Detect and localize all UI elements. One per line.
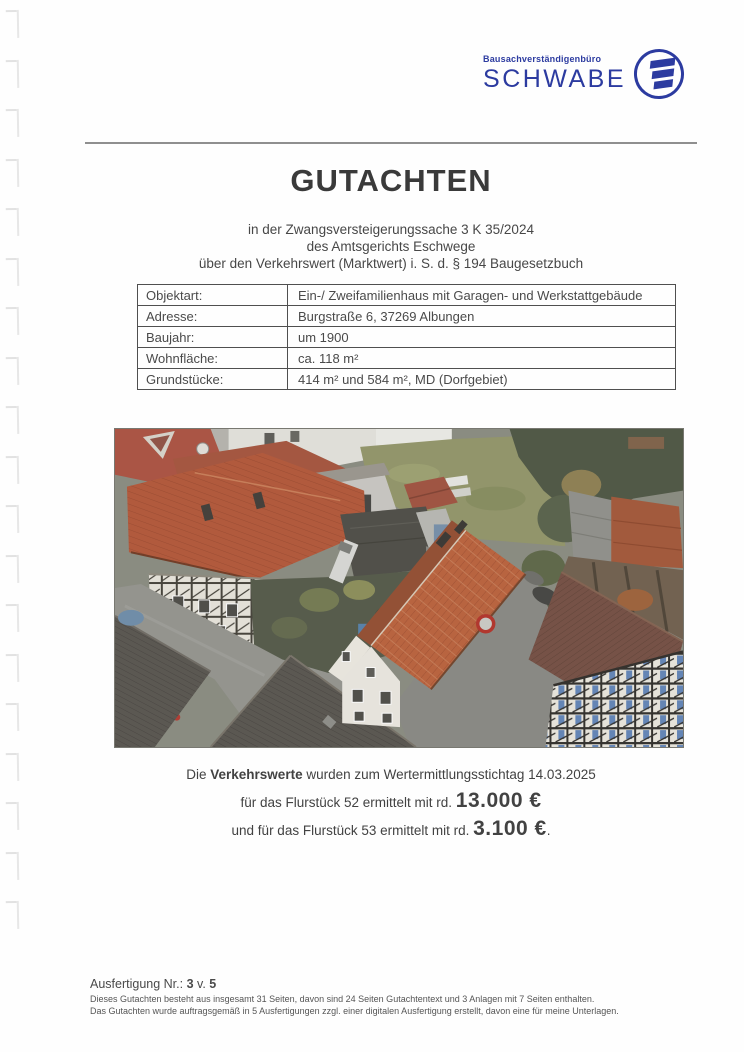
binding-mark [6,503,23,535]
table-row [138,285,676,306]
property-label-cell: Baujahr: [138,327,288,348]
binding-mark [6,849,23,881]
case-line-3: über den Verkehrswert (Marktwert) i. S. d. § 194 Baugesetzbuch [198,256,584,271]
schwabe-bars-icon [632,47,686,101]
property-label-cell: Adresse: [138,306,288,327]
page-title: GUTACHTEN [290,163,492,198]
property-value-cell: um 1900 [288,327,676,348]
copy-number-line [90,977,680,991]
value-plot53: 3.100 € [473,817,547,840]
binding-mark [6,602,23,634]
footer-note-2: Das Gutachten wurde auftragsgemäß in 5 Ausfertigungen zzgl. einer digitalen Ausfertigung erstellt, davon eine für meine Unterlagen. [90,1005,619,1016]
property-value-cell: 414 m² und 584 m², MD (Dorfgebiet) [288,369,676,390]
binding-mark [6,206,23,238]
binding-mark [6,701,23,733]
logo-text [483,54,626,94]
binding-mark [6,305,23,337]
property-label-cell: Grundstücke: [138,369,288,390]
binding-mark [6,107,23,139]
valuation-text: . [546,823,551,838]
property-label-cell: Objektart: [138,285,288,306]
valuation-plot53-line [85,817,697,843]
binding-mark [6,354,23,386]
aerial-photo-illustration [115,429,683,747]
property-value-cell: ca. 118 m² [288,348,676,369]
property-value-cell: Ein-/ Zweifamilienhaus mit Garagen- und Werkstattgebäude [288,285,676,306]
table-row [138,369,676,390]
binding-mark [6,8,23,40]
case-line-2: des Amtsgerichts Eschwege [306,239,476,254]
table-row [138,306,676,327]
header-divider [85,142,697,144]
valuation-keyword: Verkehrswerte [210,767,303,782]
logo [483,47,686,101]
copy-label: Ausfertigung Nr.: [90,977,187,991]
binding-mark [6,156,23,188]
value-plot52: 13.000 € [455,789,542,812]
binding-mark [6,800,23,832]
valuation-date-line [85,766,697,784]
valuation-text: wurden zum Wertermittlungsstichtag 14.03.2025 [302,767,596,782]
footer [90,977,680,1017]
binding-mark [6,453,23,485]
property-table [137,284,676,390]
valuation-statement [85,766,697,845]
binding-mark [6,255,23,287]
binding-mark [6,404,23,436]
valuation-plot52-line [85,789,697,815]
case-line-1: in der Zwangsversteigerungssache 3 K 35/2024 [248,222,534,237]
copy-total: 5 [209,977,217,991]
scan-tint-overlay [115,429,683,747]
binding-holes [6,8,30,968]
binding-mark [6,57,23,89]
table-row [138,327,676,348]
property-value-cell: Burgstraße 6, 37269 Albungen [288,306,676,327]
property-label-cell: Wohnfläche: [138,348,288,369]
case-subtitle [85,221,697,272]
table-row [138,348,676,369]
valuation-text: Die [186,767,211,782]
property-aerial-photo [114,428,684,748]
valuation-text: und für das Flurstück 53 ermittelt mit rd. [231,823,474,838]
logo-company-name: SCHWABE [483,65,626,93]
logo-tagline: Bausachverständigenbüro [483,54,602,64]
footer-note-1: Dieses Gutachten besteht aus insgesamt 31 Seiten, davon sind 24 Seiten Gutachtentext und 3 Anlagen mit 7 Seiten enthalten. [90,994,595,1004]
binding-mark [6,750,23,782]
binding-mark [6,552,23,584]
binding-mark [6,651,23,683]
copy-separator: v. [193,977,210,991]
valuation-text: für das Flurstück 52 ermittelt mit rd. [240,795,456,810]
binding-mark [6,899,23,931]
copy-number: 3 [186,977,194,991]
